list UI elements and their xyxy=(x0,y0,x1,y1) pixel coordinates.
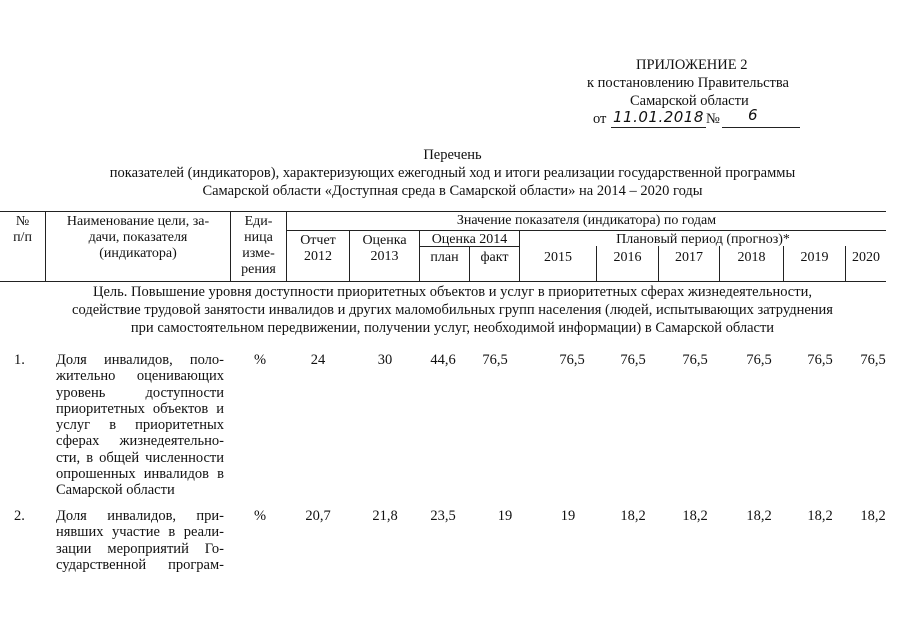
value-2016: 76,5 xyxy=(620,352,646,368)
header-year-2015: 2015 xyxy=(544,250,572,265)
goal-line-2: содействие трудовой занятости инвалидов и других маломобильных групп населения (людей, испытывающих затруднения xyxy=(72,302,833,318)
goal-line-3: при самостоятельном передвижении, получении услуг, необходимой информации) в Самарской области xyxy=(130,320,775,336)
header-name-l3: (индикатора) xyxy=(99,246,177,261)
value-2014-fact: 19 xyxy=(497,508,513,524)
document-subtitle-2: Самарской области «Доступная среда в Самарской области» на 2014 – 2020 годы xyxy=(202,183,703,199)
row-name-line: уровень доступности xyxy=(56,384,224,401)
header-year-2018: 2018 xyxy=(737,250,766,265)
table-top-border xyxy=(0,211,886,212)
table-header xyxy=(0,211,886,282)
value-group-divider xyxy=(286,230,886,231)
header-num-l2: п/п xyxy=(13,230,32,245)
header-name-l2: дачи, показателя xyxy=(88,230,188,245)
value-2012: 20,7 xyxy=(305,508,331,524)
value-2017: 18,2 xyxy=(682,508,708,524)
header-unit-l2: ница xyxy=(244,230,273,245)
appendix-from-prefix: от xyxy=(593,111,607,127)
value-2017: 76,5 xyxy=(682,352,708,368)
appendix-title: ПРИЛОЖЕНИЕ 2 xyxy=(636,57,748,73)
header-plan: план xyxy=(430,250,459,265)
row-name-line: приоритетных объектов и xyxy=(56,400,224,417)
value-2013: 30 xyxy=(377,352,393,368)
row-name-line: нявших участие в реали- xyxy=(56,524,224,541)
value-2013: 21,8 xyxy=(372,508,398,524)
row-name-line: услуг в приоритетных xyxy=(56,417,224,434)
header-fact: факт xyxy=(480,250,509,265)
number-underline xyxy=(722,127,800,128)
goal-line-1: Цель. Повышение уровня доступности приоритетных объектов и услуг в приоритетных сферах жизнедеятельности, xyxy=(93,284,812,300)
value-2014-plan: 44,6 xyxy=(430,352,456,368)
value-2015: 19 xyxy=(560,508,576,524)
appendix-number-prefix: № xyxy=(706,111,720,127)
table-bottom-border xyxy=(0,281,886,282)
header-num-l1: № xyxy=(15,214,30,229)
row-name xyxy=(56,508,224,573)
value-2012: 24 xyxy=(310,352,326,368)
header-est2014: Оценка 2014 xyxy=(431,232,508,247)
header-unit-l4: рения xyxy=(241,262,276,277)
document-subtitle-1: показателей (индикаторов), характеризующих ежегодный ход и итоги реализации государственной программы xyxy=(109,165,796,181)
row-name-line: сударственной програм- xyxy=(56,556,224,573)
header-unit-l1: Еди- xyxy=(244,214,273,229)
value-2015: 76,5 xyxy=(559,352,585,368)
header-name-l1: Наименование цели, за- xyxy=(66,214,210,229)
header-report-l2: 2012 xyxy=(304,249,332,264)
appendix-line-2: Самарской области xyxy=(630,93,749,109)
row-unit: % xyxy=(253,352,267,368)
row-name xyxy=(56,352,224,499)
header-year-2020: 2020 xyxy=(852,250,880,265)
appendix-number-handwritten: 6 xyxy=(748,106,759,124)
value-2014-plan: 23,5 xyxy=(430,508,456,524)
appendix-date-handwritten: 11.01.2018 xyxy=(613,108,704,126)
header-year-2017: 2017 xyxy=(675,250,703,265)
header-est-l2: 2013 xyxy=(370,249,399,264)
value-2018: 76,5 xyxy=(746,352,772,368)
row-unit: % xyxy=(253,508,267,524)
header-est-l1: Оценка xyxy=(362,233,407,248)
row-name-line: Самарской области xyxy=(56,482,175,499)
header-year-2019: 2019 xyxy=(800,250,829,265)
row-name-line: сти, в общей численности xyxy=(56,449,224,466)
row-number: 1. xyxy=(14,352,25,368)
row-name-line: Доля инвалидов, при- xyxy=(56,508,224,524)
date-underline xyxy=(611,127,706,128)
row-name-line: сферах жизнедеятельно- xyxy=(56,433,224,450)
header-plan-period: Плановый период (прогноз)* xyxy=(616,232,790,247)
appendix-line-1: к постановлению Правительства xyxy=(587,75,789,91)
header-report-l1: Отчет xyxy=(300,233,336,248)
row-name-line: жительно оценивающих xyxy=(56,368,224,385)
value-2014-fact: 76,5 xyxy=(482,352,508,368)
row-name-line: опрошенных инвалидов в xyxy=(56,466,224,483)
value-2020: 18,2 xyxy=(860,508,886,524)
row-name-line: зации мероприятий Го- xyxy=(56,540,224,557)
value-2018: 18,2 xyxy=(746,508,772,524)
row-number: 2. xyxy=(14,508,25,524)
value-2019: 18,2 xyxy=(807,508,833,524)
document-title: Перечень xyxy=(423,147,482,163)
value-2020: 76,5 xyxy=(860,352,886,368)
header-year-2016: 2016 xyxy=(613,250,642,265)
header-unit-l3: изме- xyxy=(242,246,275,261)
row-name-line: Доля инвалидов, поло- xyxy=(56,352,224,368)
value-2016: 18,2 xyxy=(620,508,646,524)
value-2019: 76,5 xyxy=(807,352,833,368)
header-value-group: Значение показателя (индикатора) по годам xyxy=(456,213,717,228)
